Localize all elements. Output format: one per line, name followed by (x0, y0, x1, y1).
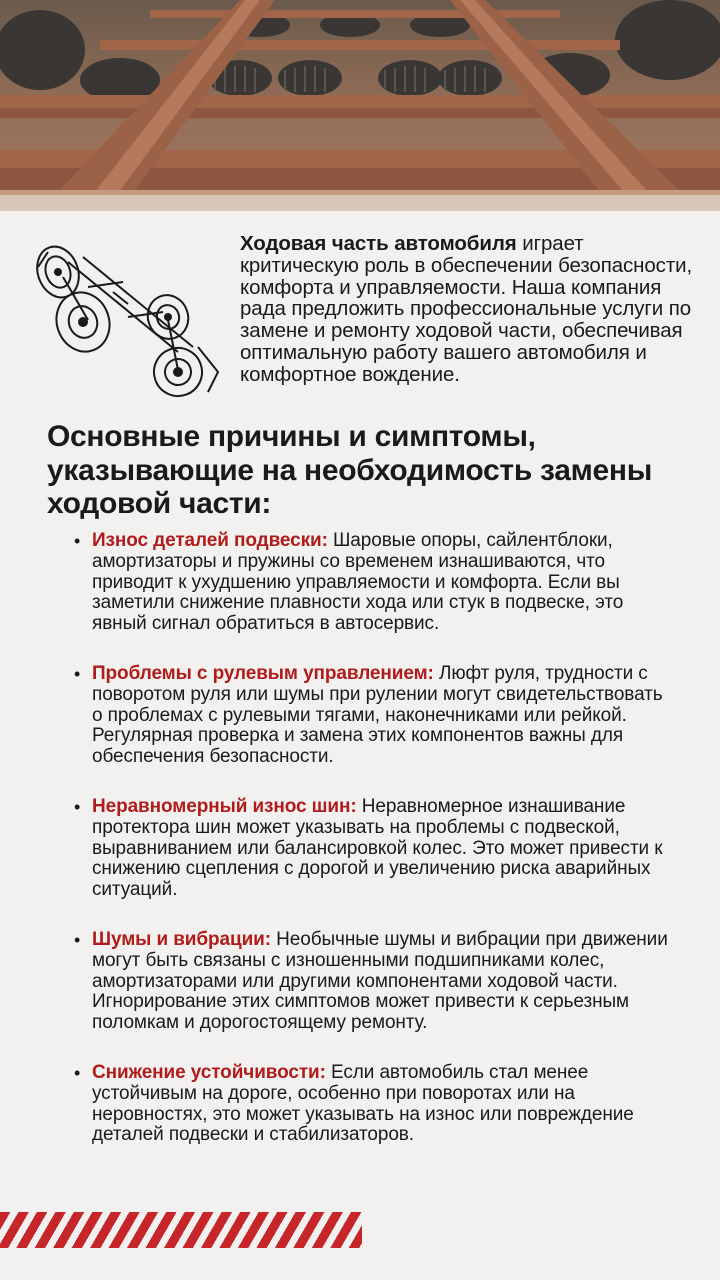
item-text: Необычные шумы и вибрации при движении могут быть связаны с изношенными подшипниками колес, амортизаторами или другими компонентами ходовой части. Игнорирование этих симптомов может привести к серьезным поломкам и дорогостоящему ремонту. (92, 928, 668, 1034)
item-title: Износ деталей подвески: (92, 530, 328, 551)
item-text: Шаровые опоры, сайлентблоки, амортизаторы и пружины со временем изнашиваются, что приводит к ухудшению управляемости и комфорта. Если вы заметили снижение плавности хода или стук в подвеске, это явный сигнал обратиться в автосервис. (92, 530, 624, 635)
truck-chassis-photo (0, 0, 720, 211)
item-title: Шумы и вибрации: (92, 928, 271, 950)
item-text: Если автомобиль стал менее устойчивым на дороге, особенно при поворотах или на неровностях, это может указывать на износ или повреждение деталей подвески и стабилизаторов. (92, 1061, 634, 1146)
list-item (74, 664, 674, 768)
bullet: • (74, 929, 81, 950)
hero-image (0, 0, 720, 211)
list-item (74, 797, 674, 901)
intro-paragraph (240, 233, 702, 386)
list-item (74, 1063, 674, 1146)
intro-text: играет критическую роль в обеспечении безопасности, комфорта и управляемости. Наша компания рада предложить профессиональные услуги по замене и ремонту ходовой части, обеспечивая оптимальную работу вашего автомобиля и комфортное вождение. (240, 232, 693, 386)
list-item (74, 531, 674, 635)
item-title: Проблемы с рулевым управлением: (92, 662, 434, 684)
intro-bold: Ходовая часть автомобиля (240, 232, 517, 255)
item-text: Неравномерное изнашивание протектора шин может указывать на проблемы с подвеской, выравниванием или балансировкой колес. Это может привести к снижению сцепления с дорогой и увеличению риска аварийных ситуаций. (92, 795, 663, 901)
symptom-list (74, 531, 674, 1175)
bullet: • (74, 663, 81, 684)
bullet: • (74, 796, 81, 817)
decorative-stripes (0, 1212, 362, 1248)
item-title: Снижение устойчивости: (92, 1061, 326, 1083)
section-heading: Основные причины и симптомы, указывающие на необходимость замены ходовой части: (47, 420, 653, 520)
chassis-illustration (28, 232, 224, 400)
item-title: Неравномерный износ шин: (92, 795, 357, 817)
bullet: • (74, 1062, 81, 1083)
item-text: Люфт руля, трудности с поворотом руля или шумы при рулении могут свидетельствовать о проблемах с рулевыми тягами, наконечниками или рейкой. Регулярная проверка и замена этих компонентов важны для обеспечения безопасности. (92, 662, 663, 768)
list-item (74, 930, 674, 1034)
bullet: • (74, 531, 81, 551)
